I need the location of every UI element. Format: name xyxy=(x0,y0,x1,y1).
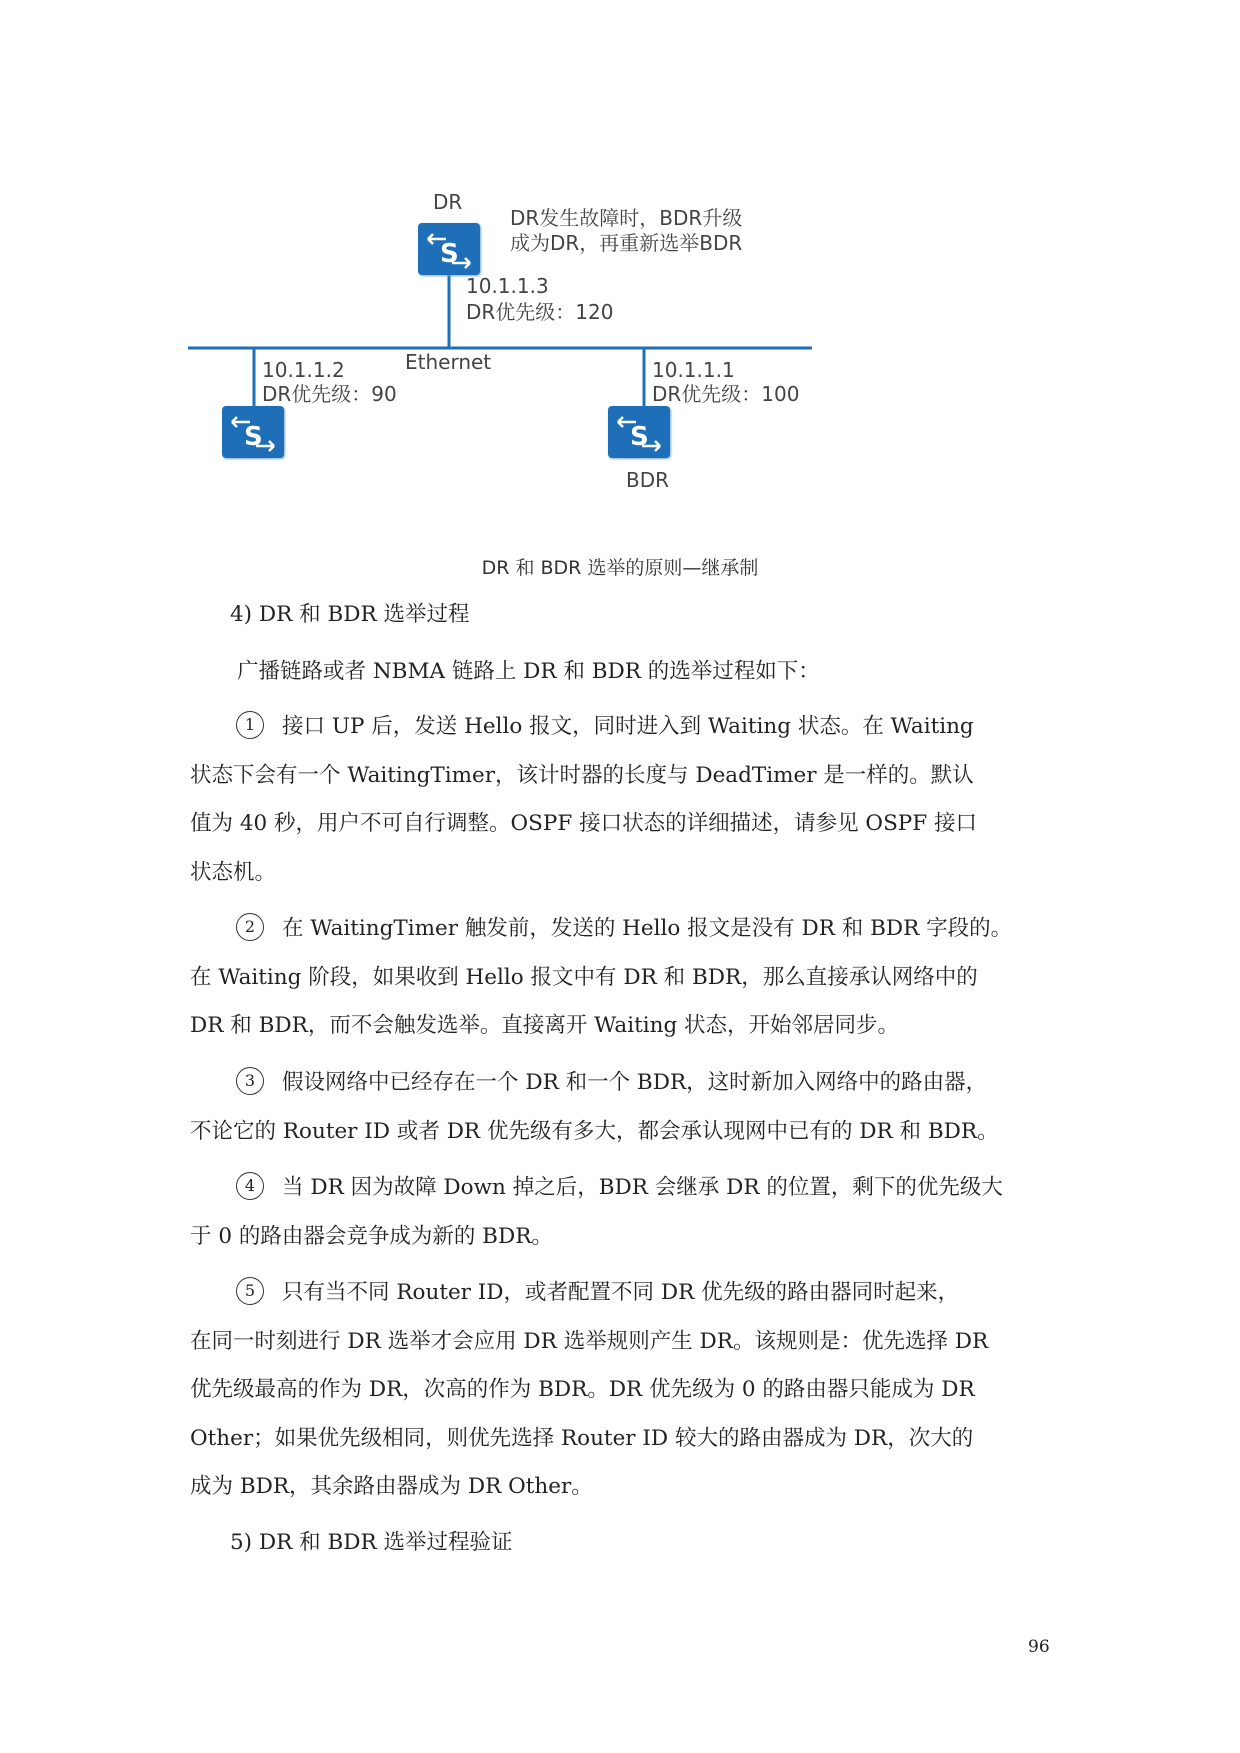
item-1-line-4: 状态机。 xyxy=(190,860,277,885)
left-router-ip: 10.1.1.2 xyxy=(262,358,345,382)
item-3-line-2: 不论它的 Router ID 或者 DR 优先级有多大，都会承认现网中已有的 DR 和 BDR。 xyxy=(190,1119,999,1144)
section-4-heading: 4) DR 和 BDR 选举过程 xyxy=(230,602,470,627)
item-2-line-1: 在 WaitingTimer 触发前，发送的 Hello 报文是没有 DR 和 BDR 字段的。 xyxy=(282,916,1013,941)
item-5-line-2: 在同一时刻进行 DR 选举才会应用 DR 选举规则产生 DR。该规则是：优先选择 DR xyxy=(190,1329,989,1354)
section-4-intro: 广播链路或者 NBMA 链路上 DR 和 BDR 的选举过程如下： xyxy=(237,659,820,684)
switch-letter: S xyxy=(244,422,263,452)
dr-label: DR xyxy=(433,190,463,214)
list-item xyxy=(190,1275,1056,1525)
switch-letter: S xyxy=(440,239,459,269)
item-1-line-3: 值为 40 秒，用户不可自行调整。OSPF 接口状态的详细描述，请参见 OSPF 接口 xyxy=(190,811,978,836)
item-4-line-1: 当 DR 因为故障 Down 掉之后，BDR 会继承 DR 的位置，剩下的优先级大 xyxy=(282,1175,1003,1200)
switch-glyph xyxy=(418,223,480,275)
item-5-line-5: 成为 BDR，其余路由器成为 DR Other。 xyxy=(190,1474,593,1499)
item-2-line-2: 在 Waiting 阶段，如果收到 Hello 报文中有 DR 和 BDR，那么直接承认网络中的 xyxy=(190,965,978,990)
list-item xyxy=(190,1065,1056,1165)
circled-number: 5 xyxy=(236,1277,264,1305)
right-router-ip: 10.1.1.1 xyxy=(652,358,735,382)
item-1-line-1: 接口 UP 后，发送 Hello 报文，同时进入到 Waiting 状态。在 Waiting xyxy=(282,714,974,739)
figure-caption: DR 和 BDR 选举的原则—继承制 xyxy=(481,557,759,579)
dr-priority: DR优先级：120 xyxy=(466,300,614,324)
switch-glyph xyxy=(222,406,284,458)
item-5-line-1: 只有当不同 Router ID，或者配置不同 DR 优先级的路由器同时起来， xyxy=(282,1280,960,1305)
circled-number: 2 xyxy=(236,913,264,941)
list-item xyxy=(190,1170,1056,1270)
dr-switch-icon xyxy=(418,223,480,275)
dr-ip: 10.1.1.3 xyxy=(466,274,549,298)
item-1-line-2: 状态下会有一个 WaitingTimer，该计时器的长度与 DeadTimer 是一样的。默认 xyxy=(190,763,974,788)
right-router-priority: DR优先级：100 xyxy=(652,382,800,406)
failover-note-line2: 成为DR，再重新选举BDR xyxy=(510,231,743,255)
item-4-line-2: 于 0 的路由器会竞争成为新的 BDR。 xyxy=(190,1224,553,1249)
switch-letter: S xyxy=(630,422,649,452)
item-3-line-1: 假设网络中已经存在一个 DR 和一个 BDR，这时新加入网络中的路由器， xyxy=(282,1070,988,1095)
section-5-heading: 5) DR 和 BDR 选举过程验证 xyxy=(230,1530,513,1555)
circled-number: 3 xyxy=(236,1067,264,1095)
bdr-switch-icon xyxy=(608,406,670,458)
network-diagram xyxy=(180,180,840,520)
failover-note-line1: DR发生故障时，BDR升级 xyxy=(510,206,743,230)
left-switch-icon xyxy=(222,406,284,458)
list-item xyxy=(190,709,1056,909)
item-5-line-3: 优先级最高的作为 DR，次高的作为 BDR。DR 优先级为 0 的路由器只能成为 DR xyxy=(190,1377,975,1402)
switch-glyph xyxy=(608,406,670,458)
ethernet-label: Ethernet xyxy=(405,350,492,374)
item-5-line-4: Other；如果优先级相同，则优先选择 Router ID 较大的路由器成为 DR，次大的 xyxy=(190,1426,974,1451)
left-router-priority: DR优先级：90 xyxy=(262,382,397,406)
list-item xyxy=(190,911,1056,1061)
circled-number: 4 xyxy=(236,1172,264,1200)
circled-number: 1 xyxy=(236,711,264,739)
bdr-label: BDR xyxy=(626,468,670,492)
item-2-line-3: DR 和 BDR，而不会触发选举。直接离开 Waiting 状态，开始邻居同步。 xyxy=(190,1013,900,1038)
page-number: 96 xyxy=(1028,1637,1050,1657)
